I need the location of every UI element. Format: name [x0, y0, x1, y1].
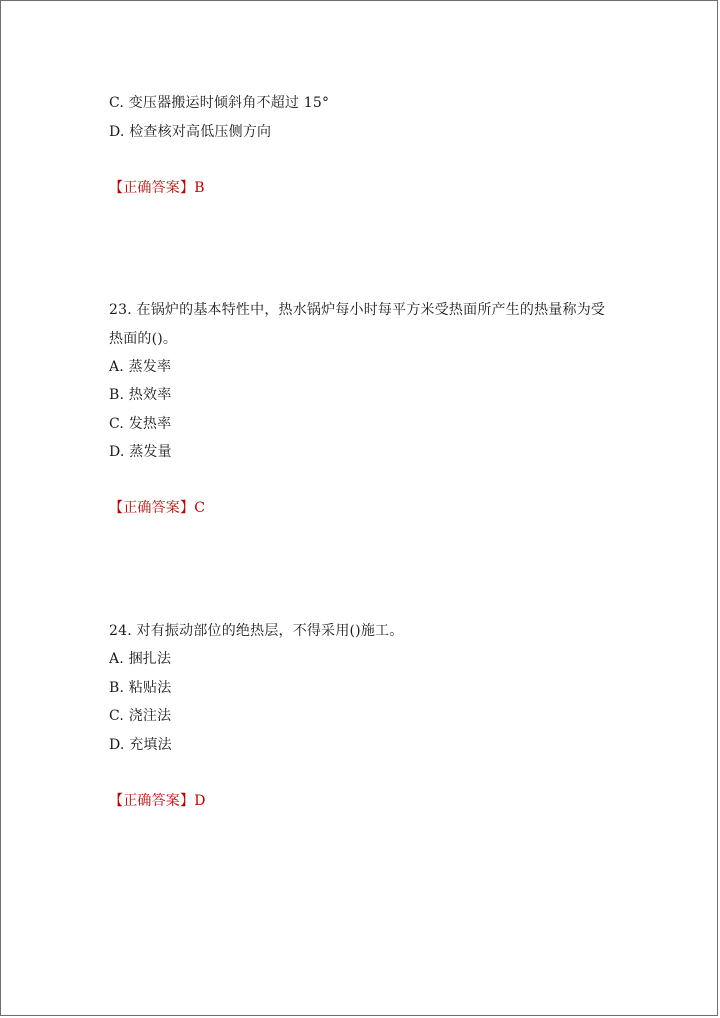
q23-option-c: C. 发热率 [109, 416, 172, 432]
q22-answer: 【正确答案】B [109, 180, 205, 196]
q23-answer: 【正确答案】C [109, 500, 206, 516]
q22-option-d: D. 检查核对高低压侧方向 [109, 124, 272, 140]
q24-answer: 【正确答案】D [109, 793, 206, 809]
q24-option-b: B. 粘贴法 [109, 680, 172, 696]
q24-option-d: D. 充填法 [109, 737, 172, 753]
q23-stem-line1: 23. 在锅炉的基本特性中，热水锅炉每小时每平方米受热面所产生的热量称为受 [109, 302, 606, 318]
q24-option-a: A. 捆扎法 [109, 651, 172, 667]
q24-stem: 24. 对有振动部位的绝热层，不得采用()施工。 [109, 623, 404, 639]
q23-option-a: A. 蒸发率 [109, 359, 172, 375]
q23-option-b: B. 热效率 [109, 387, 172, 403]
q22-option-c: C. 变压器搬运时倾斜角不超过 15° [109, 95, 330, 111]
q24-option-c: C. 浇注法 [109, 708, 172, 724]
q23-option-d: D. 蒸发量 [109, 444, 172, 460]
q23-stem-line2: 热面的()。 [109, 331, 178, 347]
